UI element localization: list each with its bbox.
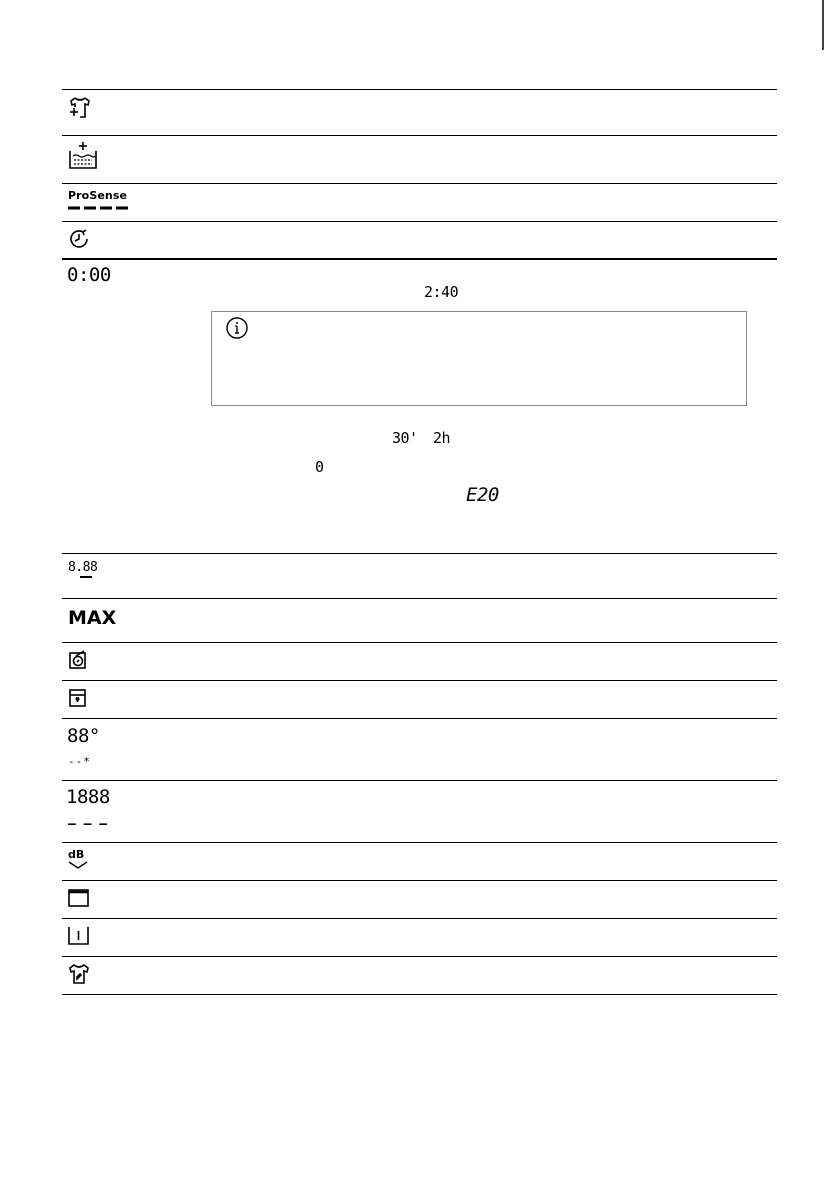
table-divider [62, 780, 777, 781]
page-edge-marker [822, 0, 834, 50]
shirt-plus-icon [68, 96, 92, 120]
error-code-display: E20 [466, 484, 499, 506]
water-hardness-icon [68, 561, 97, 578]
temperature-dash-display: --* [68, 755, 91, 768]
table-divider [62, 718, 777, 719]
level-display: 8.88 [68, 560, 98, 575]
table-divider [62, 956, 777, 957]
table-divider [62, 994, 777, 995]
water-plus-icon [68, 141, 98, 171]
max-icon: MAX [68, 607, 117, 629]
db-icon [68, 849, 88, 869]
counter-dash-display: – – – [68, 817, 108, 832]
table-divider [62, 221, 777, 222]
tank-icon [68, 926, 90, 946]
door-open-icon [68, 888, 90, 908]
time-delay-icon [68, 228, 90, 250]
rinse-aid-icon [68, 650, 88, 670]
door-lock-icon [68, 688, 88, 708]
time-value-display: 2:40 [424, 283, 459, 301]
table-divider [62, 842, 777, 843]
hours-display: 2h [433, 429, 451, 447]
table-divider [62, 258, 777, 260]
table-divider [62, 642, 777, 643]
prosense-label: ProSense [68, 189, 128, 202]
time-display-icon: 0:00 [67, 264, 111, 286]
info-note-box [211, 311, 747, 406]
table-divider [62, 918, 777, 919]
db-label: dB [68, 848, 85, 861]
table-divider [62, 135, 777, 136]
table-divider [62, 880, 777, 881]
temperature-display-icon: 88° [67, 725, 100, 747]
zero-display: 0 [315, 458, 325, 476]
table-divider [62, 553, 777, 554]
info-icon [225, 316, 249, 340]
counter-display-icon: 1888 [66, 786, 110, 808]
shirt-stain-icon [68, 963, 90, 985]
table-divider [62, 680, 777, 681]
table-divider [62, 183, 777, 184]
table-divider [62, 89, 777, 90]
prosense-icon [68, 190, 130, 211]
table-divider [62, 598, 777, 599]
minutes-display: 30' [392, 429, 418, 447]
